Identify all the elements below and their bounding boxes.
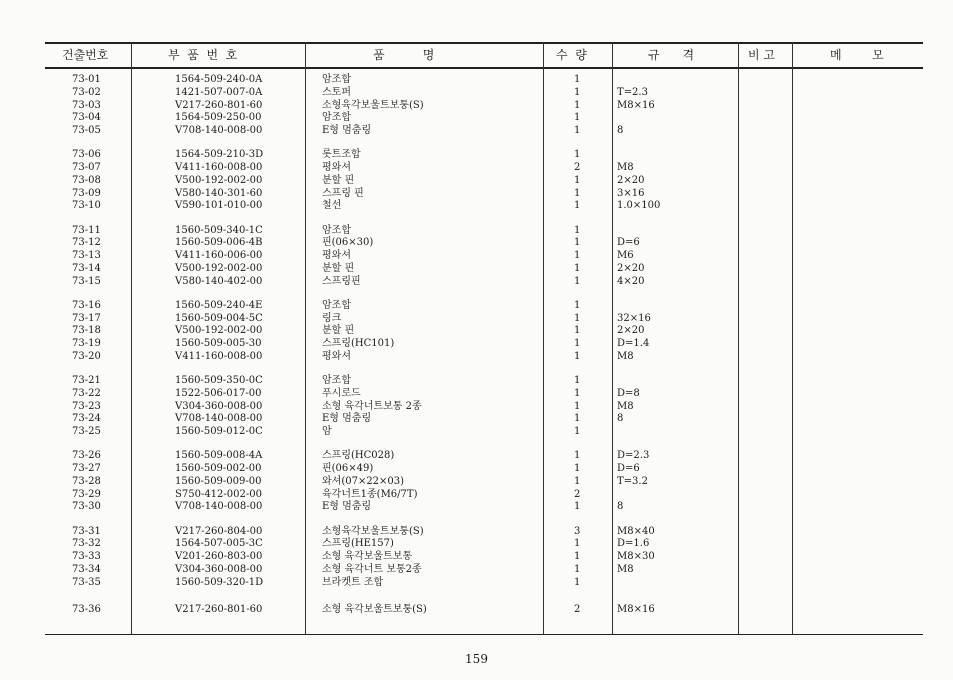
spec-cell: 8 <box>617 413 624 425</box>
item-number-cell: 73-16 <box>72 299 101 311</box>
part-number-cell: 1560-509-009-00 <box>175 475 262 487</box>
part-name-cell: 롯트조합 <box>322 149 361 161</box>
header-spec: 규 격 <box>648 48 695 62</box>
part-name-cell: 분할 핀 <box>322 262 355 274</box>
quantity-cell: 1 <box>574 338 581 349</box>
part-name-cell: 소형 육각보울트보통 <box>322 551 413 562</box>
quantity-cell: 1 <box>574 299 581 311</box>
quantity-cell: 1 <box>574 250 581 261</box>
item-number-cell: 73-04 <box>72 112 101 124</box>
spec-cell: 8 <box>617 501 624 513</box>
quantity-cell: 1 <box>574 538 581 550</box>
spec-cell: T=2.3 <box>617 86 648 98</box>
item-number-cell: 73-27 <box>72 463 101 474</box>
quantity-cell: 1 <box>574 99 581 111</box>
col-sep-2 <box>305 42 306 634</box>
spec-cell: D=1.4 <box>617 338 650 349</box>
item-number-cell: 73-28 <box>72 475 101 487</box>
part-number-cell: V580-140-402-00 <box>175 275 263 287</box>
spec-cell: D=1.6 <box>617 538 650 550</box>
item-number-cell: 73-22 <box>72 387 101 399</box>
item-number-cell: 73-14 <box>72 262 101 274</box>
item-number-cell: 73-09 <box>72 187 101 199</box>
part-name-cell: 암조합 <box>322 375 351 386</box>
part-name-cell: 스프링(HE157) <box>322 538 394 550</box>
quantity-cell: 1 <box>574 187 581 199</box>
part-number-cell: V500-192-002-00 <box>175 174 263 186</box>
quantity-cell: 1 <box>574 375 581 386</box>
item-number-cell: 73-30 <box>72 501 101 513</box>
spec-cell: 2×20 <box>617 174 645 186</box>
quantity-cell: 1 <box>574 426 581 437</box>
item-number-cell: 73-12 <box>72 237 101 249</box>
spec-cell: M6 <box>617 250 634 261</box>
part-name-cell: 암조합 <box>322 74 351 85</box>
part-name-cell: 소형 육각너트 보통2종 <box>322 563 422 575</box>
item-number-cell: 73-24 <box>72 413 101 425</box>
item-number-cell: 73-32 <box>72 538 101 550</box>
quantity-cell: 1 <box>574 312 581 324</box>
part-number-cell: V580-140-301-60 <box>175 187 263 199</box>
quantity-cell: 3 <box>574 525 581 537</box>
spec-cell: D=6 <box>617 237 640 249</box>
item-number-cell: 73-25 <box>72 426 101 437</box>
part-number-cell: 1421-507-007-0A <box>175 86 263 98</box>
header-note: 비 고 <box>748 48 775 62</box>
part-number-cell: 1560-509-008-4A <box>175 450 263 462</box>
col-sep-5 <box>738 42 739 634</box>
quantity-cell: 1 <box>574 200 581 212</box>
spec-cell: 3×16 <box>617 187 645 199</box>
item-number-cell: 73-11 <box>72 224 101 236</box>
part-name-cell: 평와셔 <box>322 162 351 173</box>
part-number-cell: 1522-506-017-00 <box>175 387 262 399</box>
quantity-cell: 1 <box>574 86 581 98</box>
part-number-cell: 1560-509-350-0C <box>175 375 263 386</box>
item-number-cell: 73-05 <box>72 125 101 136</box>
part-name-cell: 링크 <box>322 312 342 324</box>
spec-cell: D=8 <box>617 387 640 399</box>
header-part-no: 부 품 번 호 <box>168 48 238 62</box>
quantity-cell: 1 <box>574 563 581 575</box>
part-name-cell: 철선 <box>322 200 342 212</box>
part-name-cell: 분할 핀 <box>322 325 355 337</box>
spec-cell: M8×40 <box>617 525 655 537</box>
part-name-cell: E형 멈춤링 <box>322 501 372 513</box>
page-number: 159 <box>465 652 488 666</box>
spec-cell: M8×16 <box>617 99 655 111</box>
part-name-cell: 암조합 <box>322 224 351 236</box>
spec-cell: D=6 <box>617 463 640 474</box>
part-name-cell: 암 <box>322 426 332 437</box>
part-name-cell: 암조합 <box>322 299 351 311</box>
quantity-cell: 1 <box>574 262 581 274</box>
part-number-cell: 1560-509-240-4E <box>175 299 263 311</box>
part-number-cell: V217-260-801-60 <box>175 603 263 615</box>
spec-cell: D=2.3 <box>617 450 650 462</box>
part-name-cell: 평와셔 <box>322 250 351 261</box>
part-name-cell: 스프링 핀 <box>322 187 364 199</box>
item-number-cell: 73-15 <box>72 275 101 287</box>
item-number-cell: 73-19 <box>72 338 101 349</box>
part-number-cell: V500-192-002-00 <box>175 325 263 337</box>
part-name-cell: 소형육각보울트보퉁(S) <box>322 99 424 111</box>
quantity-cell: 1 <box>574 450 581 462</box>
spec-cell: 1.0×100 <box>617 200 661 212</box>
part-name-cell: 육각너트1종(M6/7T) <box>322 488 418 500</box>
quantity-cell: 1 <box>574 413 581 425</box>
part-number-cell: 1564-509-210-3D <box>175 149 264 161</box>
spec-cell: 2×20 <box>617 325 645 337</box>
item-number-cell: 73-02 <box>72 86 101 98</box>
part-number-cell: V708-140-008-00 <box>175 501 263 513</box>
spec-cell: 8 <box>617 125 624 136</box>
quantity-cell: 1 <box>574 387 581 399</box>
part-number-cell: V217-260-801-60 <box>175 99 263 111</box>
part-number-cell: V500-192-002-00 <box>175 262 263 274</box>
part-name-cell: 와셔(07×22×03) <box>322 475 405 487</box>
quantity-cell: 1 <box>574 400 581 412</box>
spec-cell: T=3.2 <box>617 475 648 487</box>
part-name-cell: E형 멈춤링 <box>322 413 372 425</box>
part-number-cell: V590-101-010-00 <box>175 200 263 212</box>
item-number-cell: 73-29 <box>72 488 101 500</box>
part-number-cell: 1560-509-006-4B <box>175 237 263 249</box>
spec-cell: M8 <box>617 162 634 173</box>
quantity-cell: 1 <box>574 576 581 588</box>
item-number-cell: 73-13 <box>72 250 101 261</box>
table-bottom-rule <box>45 634 923 635</box>
part-number-cell: 1564-509-240-0A <box>175 74 263 85</box>
item-number-cell: 73-06 <box>72 149 101 161</box>
part-number-cell: 1560-509-012-0C <box>175 426 263 437</box>
item-number-cell: 73-03 <box>72 99 101 111</box>
item-number-cell: 73-01 <box>72 74 101 85</box>
part-number-cell: V304-360-008-00 <box>175 400 263 412</box>
part-number-cell: V411-160-008-00 <box>175 350 263 362</box>
header-qty: 수 량 <box>556 48 587 62</box>
part-number-cell: V411-160-008-00 <box>175 162 263 173</box>
item-number-cell: 73-35 <box>72 576 101 588</box>
item-number-cell: 73-33 <box>72 551 101 562</box>
spec-cell: 32×16 <box>617 312 651 324</box>
quantity-cell: 1 <box>574 325 581 337</box>
item-number-cell: 73-23 <box>72 400 101 412</box>
quantity-cell: 1 <box>574 463 581 474</box>
part-name-cell: 소형 육각너트보통 2종 <box>322 400 422 412</box>
part-name-cell: E형 멈춤링 <box>322 125 372 136</box>
part-number-cell: 1560-509-005-30 <box>175 338 262 349</box>
item-number-cell: 73-34 <box>72 563 101 575</box>
part-number-cell: 1560-509-004-5C <box>175 312 263 324</box>
col-sep-1 <box>131 42 132 634</box>
quantity-cell: 1 <box>574 112 581 124</box>
col-sep-6 <box>792 42 793 634</box>
quantity-cell: 1 <box>574 125 581 136</box>
part-number-cell: V304-360-008-00 <box>175 563 263 575</box>
quantity-cell: 1 <box>574 475 581 487</box>
header-memo: 메 모 <box>830 48 884 62</box>
spec-cell: M8 <box>617 350 634 362</box>
col-sep-4 <box>612 42 613 634</box>
part-name-cell: 핀(06×30) <box>322 237 374 249</box>
quantity-cell: 1 <box>574 174 581 186</box>
item-number-cell: 73-07 <box>72 162 101 173</box>
quantity-cell: 2 <box>574 603 581 615</box>
part-number-cell: V708-140-008-00 <box>175 125 263 136</box>
quantity-cell: 1 <box>574 551 581 562</box>
item-number-cell: 73-20 <box>72 350 101 362</box>
part-number-cell: 1560-509-340-1C <box>175 224 263 236</box>
part-number-cell: V201-260-803-00 <box>175 551 263 562</box>
part-number-cell: V411-160-006-00 <box>175 250 263 261</box>
part-name-cell: 소형 육각보울트보퉁(S) <box>322 603 427 615</box>
quantity-cell: 1 <box>574 350 581 362</box>
spec-cell: M8×30 <box>617 551 655 562</box>
col-sep-3 <box>543 42 544 634</box>
part-number-cell: 1564-507-005-3C <box>175 538 263 550</box>
quantity-cell: 1 <box>574 149 581 161</box>
item-number-cell: 73-36 <box>72 603 101 615</box>
part-name-cell: 분할 핀 <box>322 174 355 186</box>
part-number-cell: V708-140-008-00 <box>175 413 263 425</box>
quantity-cell: 1 <box>574 237 581 249</box>
quantity-cell: 2 <box>574 162 581 173</box>
spec-cell: M8 <box>617 400 634 412</box>
part-name-cell: 스프링(HC028) <box>322 450 395 462</box>
part-name-cell: 스프링핀 <box>322 275 361 287</box>
part-name-cell: 푸시로드 <box>322 387 361 399</box>
item-number-cell: 73-26 <box>72 450 101 462</box>
item-number-cell: 73-21 <box>72 375 101 386</box>
part-number-cell: 1564-509-250-00 <box>175 112 262 124</box>
quantity-cell: 1 <box>574 74 581 85</box>
part-name-cell: 브라켓트 조합 <box>322 576 384 588</box>
spec-cell: M8×16 <box>617 603 655 615</box>
part-name-cell: 스프링(HC101) <box>322 338 395 349</box>
spec-cell: 2×20 <box>617 262 645 274</box>
item-number-cell: 73-10 <box>72 200 101 212</box>
header-item-no: 건출번호 <box>62 48 109 62</box>
part-name-cell: 핀(06×49) <box>322 463 374 474</box>
quantity-cell: 1 <box>574 224 581 236</box>
part-name-cell: 평와셔 <box>322 350 351 362</box>
part-number-cell: 1560-509-002-00 <box>175 463 262 474</box>
part-name-cell: 스토퍼 <box>322 86 351 98</box>
quantity-cell: 2 <box>574 488 581 500</box>
spec-cell: 4×20 <box>617 275 645 287</box>
header-part-name: 품 명 <box>373 48 435 62</box>
part-number-cell: 1560-509-320-1D <box>175 576 264 588</box>
part-number-cell: V217-260-804-00 <box>175 525 263 537</box>
item-number-cell: 73-08 <box>72 174 101 186</box>
part-number-cell: S750-412-002-00 <box>175 488 262 500</box>
part-name-cell: 소형육각보울트보퉁(S) <box>322 525 424 537</box>
quantity-cell: 1 <box>574 501 581 513</box>
item-number-cell: 73-17 <box>72 312 101 324</box>
quantity-cell: 1 <box>574 275 581 287</box>
item-number-cell: 73-31 <box>72 525 101 537</box>
item-number-cell: 73-18 <box>72 325 101 337</box>
spec-cell: M8 <box>617 563 634 575</box>
part-name-cell: 암조합 <box>322 112 351 124</box>
